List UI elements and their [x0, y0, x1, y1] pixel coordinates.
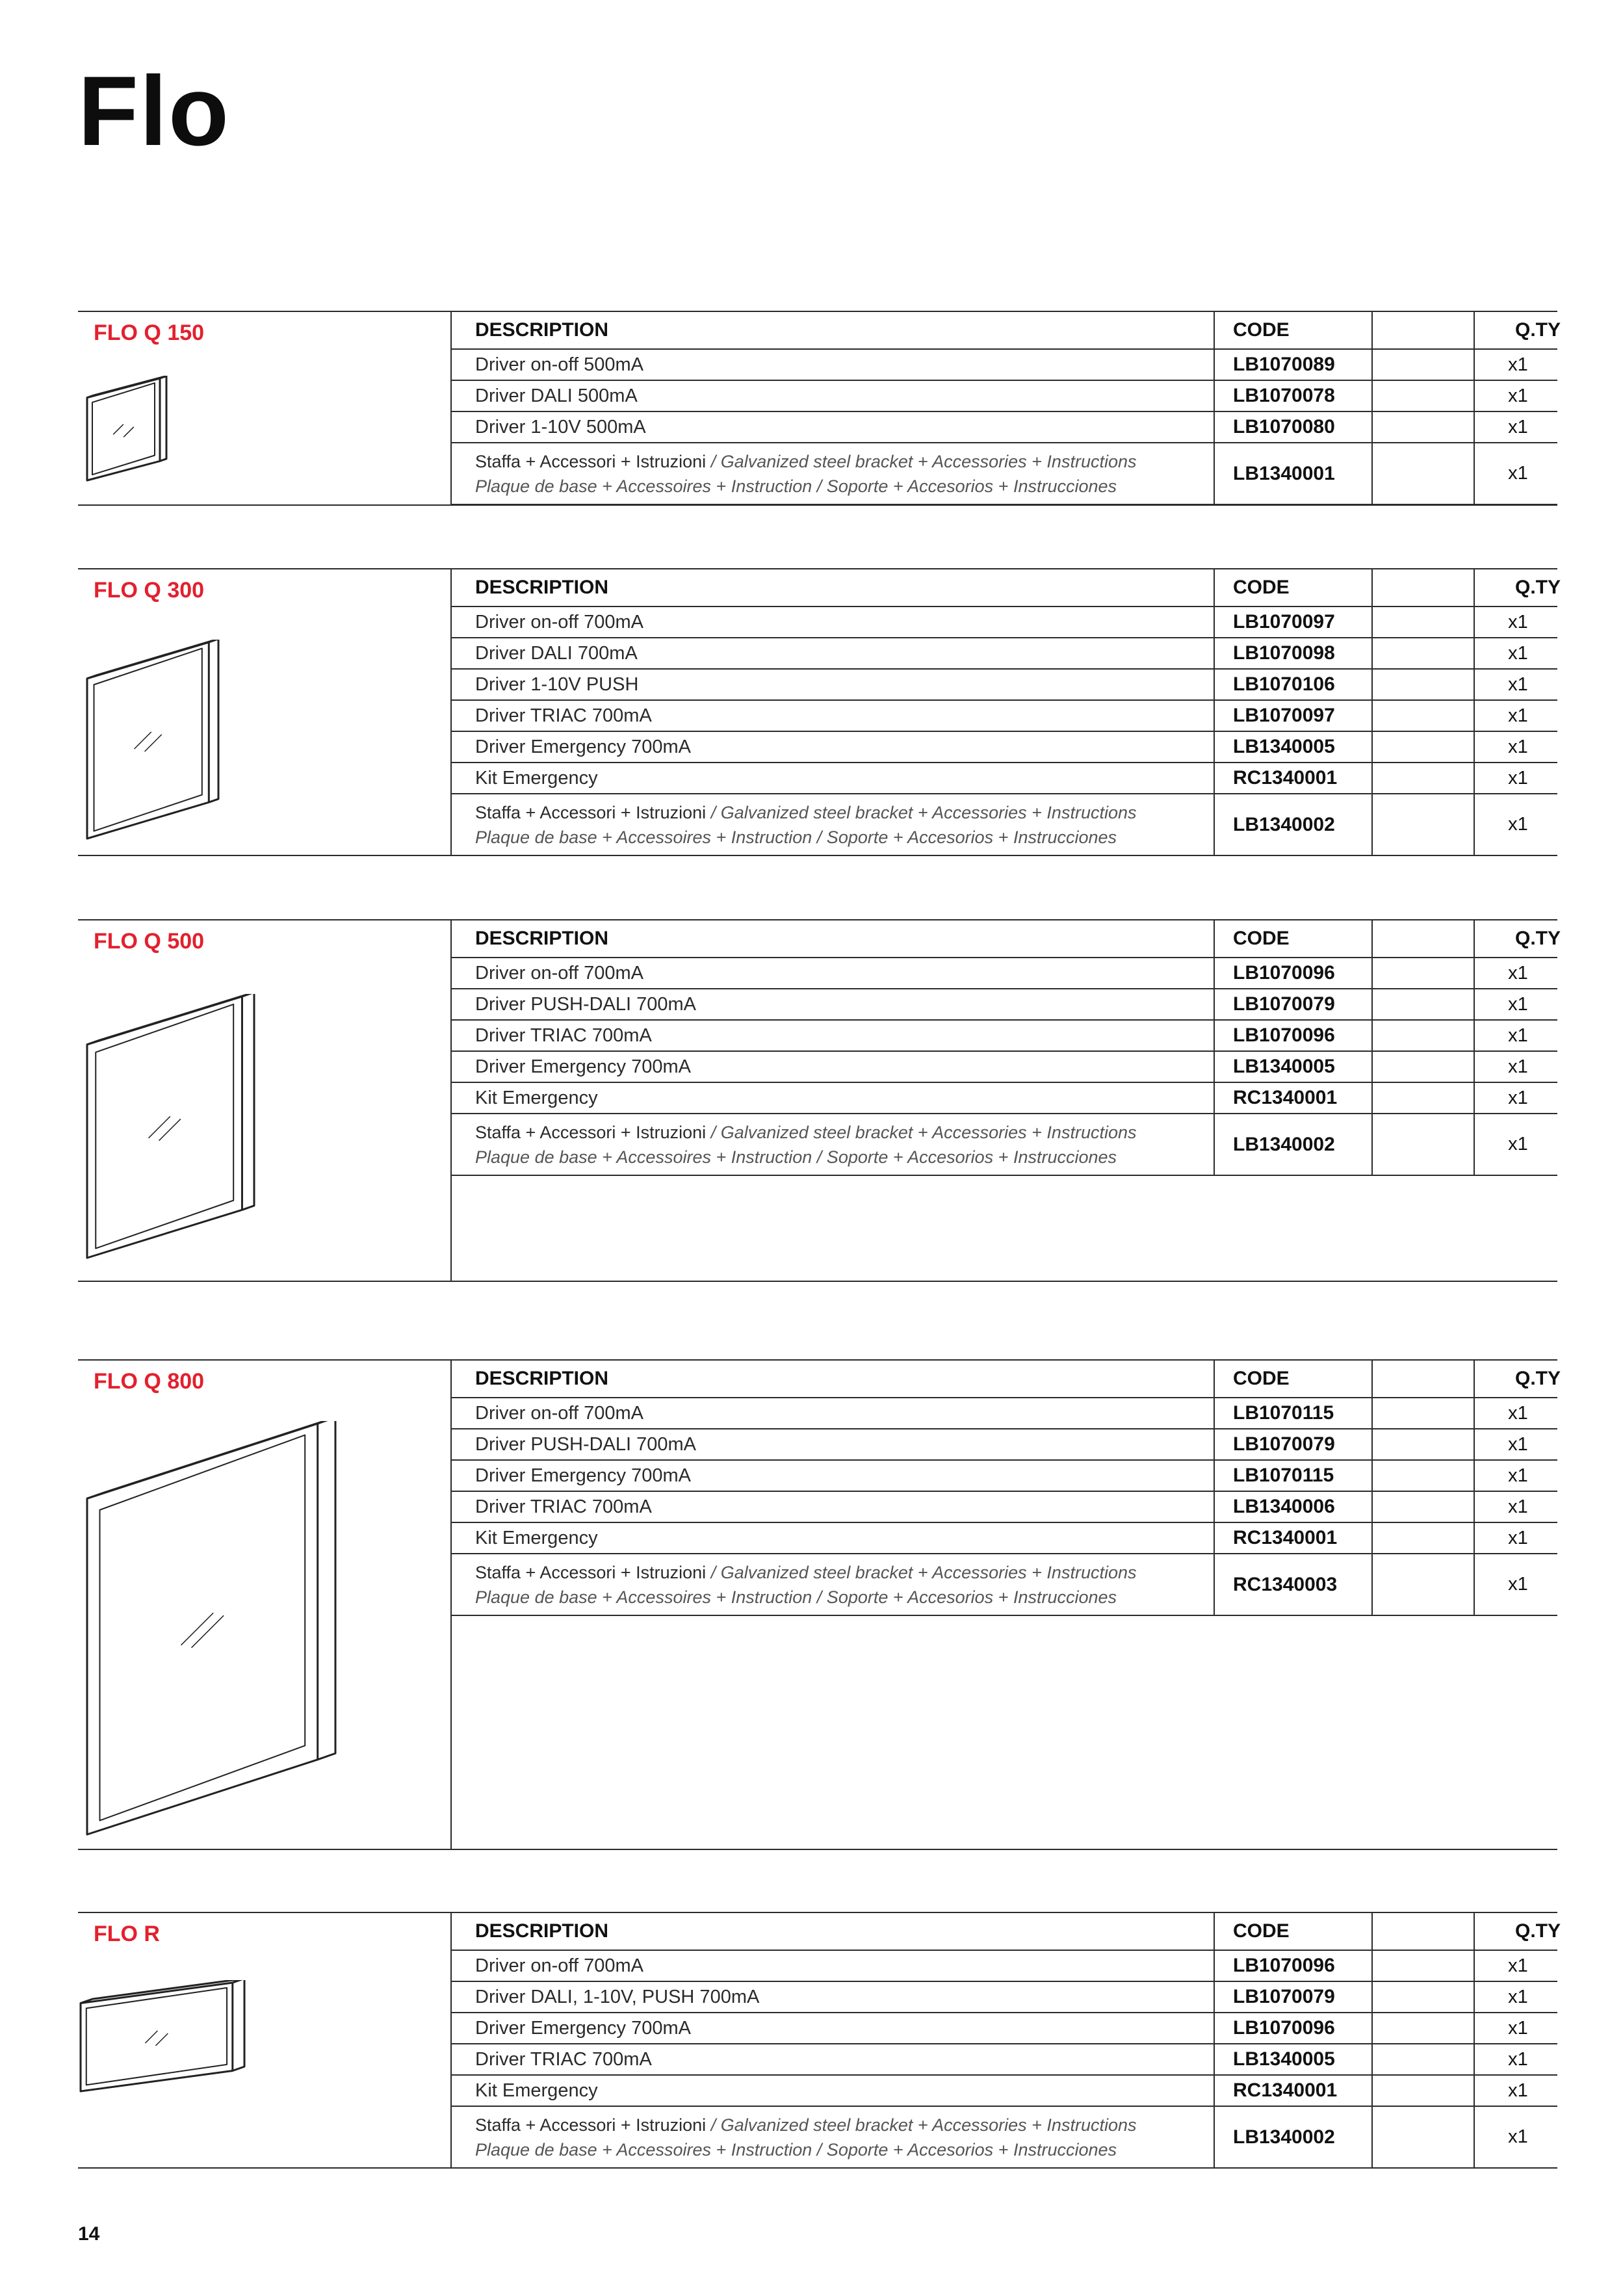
product-name: FLO Q 150: [94, 320, 205, 345]
table-row: [452, 1021, 1557, 1052]
section-bottom-rule: [78, 1849, 1557, 1850]
accessory-fr-es: Plaque de base + Accessoires + Instruction / Soporte + Accesorios + Instrucciones: [475, 827, 1117, 847]
product-section: [78, 1359, 1561, 1850]
table-row: [452, 2044, 1557, 2076]
frame-inner-border: [94, 648, 202, 831]
row-code: RC1340001: [1233, 1527, 1338, 1548]
row-description: Driver Emergency 700mA: [475, 1056, 691, 1077]
row-code: LB1070096: [1233, 1024, 1335, 1046]
row-code: LB1070096: [1233, 962, 1335, 984]
table-header-row: [452, 568, 1561, 607]
frame-front-face: [87, 1424, 318, 1834]
frame-top-edge: [87, 1421, 335, 1498]
product-section: [78, 1912, 1561, 2169]
accessory-qty: x1: [1508, 814, 1528, 835]
row-qty: x1: [1508, 354, 1528, 375]
row-code: LB1340005: [1233, 2048, 1335, 2070]
table-row: [452, 412, 1557, 443]
accessory-code: LB1340002: [1233, 1133, 1335, 1155]
row-description: Driver PUSH-DALI 700mA: [475, 1433, 697, 1455]
accessory-fr-es: Plaque de base + Accessoires + Instruction / Soporte + Accesorios + Instrucciones: [475, 2139, 1117, 2159]
row-code: LB1070079: [1233, 993, 1335, 1015]
table-row: [452, 350, 1557, 381]
row-description: Driver DALI 500mA: [475, 385, 638, 406]
row-qty: x1: [1508, 1087, 1528, 1108]
row-code: RC1340001: [1233, 1087, 1338, 1108]
row-description: Driver 1-10V PUSH: [475, 673, 639, 695]
flo-q800-square-frame-image: [84, 1421, 338, 1837]
row-qty: x1: [1508, 1465, 1528, 1486]
accessory-it: Staffa + Accessori + Istruzioni: [475, 2115, 707, 2135]
table-row: [452, 607, 1557, 638]
glass-hatch: [181, 1613, 214, 1645]
row-qty: x1: [1508, 2017, 1528, 2039]
row-code: LB1070097: [1233, 611, 1335, 633]
flo-q300-square-frame-drawing: [87, 640, 218, 839]
flo-q500-square-frame-image: [84, 994, 257, 1260]
row-description: Driver Emergency 700mA: [475, 2017, 691, 2039]
frame-side-edge: [233, 1980, 244, 2071]
accessory-it: Staffa + Accessori + Istruzioni: [475, 802, 707, 822]
table-row: [452, 381, 1557, 412]
accessory-it: Staffa + Accessori + Istruzioni: [475, 1562, 707, 1582]
flo-r-rectangular-frame-drawing: [81, 1980, 244, 2091]
table-row: [452, 2076, 1557, 2107]
product-section: [78, 919, 1561, 1282]
accessory-fr-es: Plaque de base + Accessoires + Instruction / Soporte + Accesorios + Instrucciones: [475, 1587, 1117, 1607]
glass-hatch: [135, 732, 151, 749]
glass-hatch: [123, 427, 134, 437]
accessory-en: / Galvanized steel bracket + Accessories + Instructions: [706, 451, 1137, 471]
accessory-code: LB1340002: [1233, 813, 1335, 835]
accessory-en: / Galvanized steel bracket + Accessories + Instructions: [706, 802, 1137, 822]
row-description: Driver on-off 700mA: [475, 611, 643, 633]
row-qty: x1: [1508, 1527, 1528, 1548]
row-code: RC1340001: [1233, 767, 1338, 789]
accessory-it: Staffa + Accessori + Istruzioni: [475, 1122, 707, 1142]
accessory-fr-es: Plaque de base + Accessoires + Instruction / Soporte + Accesorios + Instrucciones: [475, 476, 1117, 496]
header-code: CODE: [1233, 319, 1290, 341]
accessory-it: Staffa + Accessori + Istruzioni: [475, 451, 707, 471]
row-code: LB1070079: [1233, 1433, 1335, 1455]
row-qty: x1: [1508, 2048, 1528, 2070]
header-code: CODE: [1233, 1368, 1290, 1389]
glass-hatch: [159, 1119, 181, 1140]
table-row: [452, 1461, 1557, 1492]
table-header-row: [452, 1912, 1561, 1951]
row-description: Driver on-off 700mA: [475, 1955, 643, 1976]
product-name: FLO Q 500: [94, 929, 205, 954]
row-qty: x1: [1508, 611, 1528, 633]
row-qty: x1: [1508, 1986, 1528, 2007]
glass-hatch: [145, 2031, 157, 2043]
header-code: CODE: [1233, 1920, 1290, 1942]
table-row: [452, 1523, 1557, 1554]
accessory-row: [452, 1114, 1557, 1176]
row-code: LB1070115: [1233, 1465, 1334, 1486]
frame-side-edge: [318, 1421, 335, 1760]
accessory-code: LB1340001: [1233, 462, 1335, 484]
accessory-en: / Galvanized steel bracket + Accessories + Instructions: [706, 2115, 1137, 2135]
flo-q150-square-frame-image: [84, 376, 169, 483]
accessory-description: [475, 443, 1137, 504]
header-qty: Q.TY: [1515, 1368, 1561, 1389]
frame-front-face: [87, 997, 242, 1258]
row-code: LB1070096: [1233, 2017, 1335, 2039]
row-description: Driver TRIAC 700mA: [475, 1496, 652, 1517]
row-code: LB1070078: [1233, 385, 1335, 406]
table-row: [452, 1982, 1557, 2013]
accessory-description: [475, 794, 1137, 855]
row-qty: x1: [1508, 385, 1528, 406]
table-row: [452, 670, 1557, 701]
row-qty: x1: [1508, 1024, 1528, 1046]
header-qty: Q.TY: [1515, 319, 1561, 341]
row-code: LB1070106: [1233, 673, 1335, 695]
row-qty: x1: [1508, 705, 1528, 726]
accessory-qty: x1: [1508, 1134, 1528, 1155]
table-row: [452, 763, 1557, 794]
accessory-row: [452, 2107, 1557, 2169]
flo-q150-square-frame-drawing: [87, 376, 166, 481]
glass-hatch: [113, 424, 123, 435]
frame-inner-border: [92, 383, 155, 475]
table-row: [452, 701, 1557, 732]
accessory-qty: x1: [1508, 1574, 1528, 1595]
glass-hatch: [145, 735, 162, 751]
header-qty: Q.TY: [1515, 577, 1561, 598]
row-qty: x1: [1508, 416, 1528, 437]
row-description: Kit Emergency: [475, 767, 598, 789]
row-qty: x1: [1508, 1955, 1528, 1976]
row-description: Driver Emergency 700mA: [475, 736, 691, 757]
header-code: CODE: [1233, 577, 1290, 598]
frame-inner-border: [100, 1435, 305, 1821]
table-row: [452, 1398, 1557, 1429]
flo-r-rectangular-frame-image: [78, 1980, 247, 2094]
accessory-code: LB1340002: [1233, 2126, 1335, 2148]
header-description: DESCRIPTION: [475, 1368, 609, 1389]
header-description: DESCRIPTION: [475, 319, 609, 341]
table-row: [452, 1429, 1557, 1461]
page-number: 14: [78, 2223, 100, 2245]
frame-inner-border: [96, 1004, 233, 1249]
row-description: Kit Emergency: [475, 1527, 598, 1548]
accessory-fr-es: Plaque de base + Accessoires + Instruction / Soporte + Accesorios + Instrucciones: [475, 1147, 1117, 1167]
row-code: LB1070089: [1233, 354, 1335, 375]
row-qty: x1: [1508, 2080, 1528, 2101]
row-code: LB1340006: [1233, 1496, 1335, 1517]
product-name: FLO Q 300: [94, 578, 205, 603]
frame-inner-border: [86, 1988, 227, 2085]
header-qty: Q.TY: [1515, 1920, 1561, 1942]
row-description: Driver on-off 700mA: [475, 962, 643, 984]
table-row: [452, 1492, 1557, 1523]
row-description: Driver on-off 700mA: [475, 1402, 643, 1424]
row-code: LB1070096: [1233, 1955, 1335, 1976]
frame-side-edge: [242, 994, 254, 1210]
table-row: [452, 989, 1557, 1021]
row-description: Driver TRIAC 700mA: [475, 705, 652, 726]
row-code: LB1070097: [1233, 705, 1335, 726]
product-section: [78, 568, 1561, 856]
row-code: LB1070080: [1233, 416, 1335, 437]
section-bottom-rule: [78, 1281, 1557, 1282]
table-header-row: [452, 1359, 1561, 1398]
row-qty: x1: [1508, 962, 1528, 984]
row-description: Kit Emergency: [475, 1087, 598, 1108]
product-name: FLO Q 800: [94, 1369, 205, 1394]
row-qty: x1: [1508, 1433, 1528, 1455]
table-row: [452, 1083, 1557, 1114]
flo-q500-square-frame-drawing: [87, 994, 254, 1258]
row-description: Driver TRIAC 700mA: [475, 2048, 652, 2070]
row-code: LB1070098: [1233, 642, 1335, 664]
frame-top-edge: [87, 640, 218, 679]
flo-q300-square-frame-image: [84, 640, 221, 841]
accessory-description: [475, 1114, 1137, 1175]
row-description: Driver TRIAC 700mA: [475, 1024, 652, 1046]
row-description: Driver Emergency 700mA: [475, 1465, 691, 1486]
row-qty: x1: [1508, 673, 1528, 695]
header-qty: Q.TY: [1515, 928, 1561, 949]
table-row: [452, 958, 1557, 989]
row-description: Kit Emergency: [475, 2080, 598, 2101]
table-header-row: [452, 919, 1561, 958]
header-description: DESCRIPTION: [475, 928, 609, 949]
header-code: CODE: [1233, 928, 1290, 949]
accessory-code: RC1340003: [1233, 1573, 1338, 1595]
header-description: DESCRIPTION: [475, 1920, 609, 1942]
page-title: Flo: [78, 56, 230, 166]
row-qty: x1: [1508, 1056, 1528, 1077]
accessory-row: [452, 443, 1557, 505]
row-qty: x1: [1508, 767, 1528, 789]
row-code: LB1070115: [1233, 1402, 1334, 1424]
row-description: Driver PUSH-DALI 700mA: [475, 993, 697, 1015]
table-row: [452, 1052, 1557, 1083]
row-code: LB1070079: [1233, 1986, 1335, 2007]
table-row: [452, 732, 1557, 763]
accessory-en: / Galvanized steel bracket + Accessories + Instructions: [706, 1122, 1137, 1142]
row-qty: x1: [1508, 993, 1528, 1015]
row-qty: x1: [1508, 1496, 1528, 1517]
accessory-description: [475, 2107, 1137, 2167]
row-description: Driver DALI 700mA: [475, 642, 638, 664]
product-name: FLO R: [94, 1922, 160, 1946]
accessory-qty: x1: [1508, 463, 1528, 484]
accessory-description: [475, 1554, 1137, 1615]
row-description: Driver on-off 500mA: [475, 354, 643, 375]
header-description: DESCRIPTION: [475, 577, 609, 598]
table-row: [452, 638, 1557, 670]
flo-q800-square-frame-drawing: [87, 1421, 335, 1834]
row-qty: x1: [1508, 642, 1528, 664]
row-description: Driver DALI, 1-10V, PUSH 700mA: [475, 1986, 760, 2007]
row-description: Driver 1-10V 500mA: [475, 416, 646, 437]
table-row: [452, 2013, 1557, 2044]
row-code: RC1340001: [1233, 2080, 1338, 2101]
accessory-en: / Galvanized steel bracket + Accessories + Instructions: [706, 1562, 1137, 1582]
row-code: LB1340005: [1233, 736, 1335, 757]
table-header-row: [452, 311, 1561, 350]
table-row: [452, 1951, 1557, 1982]
row-code: LB1340005: [1233, 1056, 1335, 1077]
glass-hatch: [192, 1615, 224, 1648]
row-qty: x1: [1508, 736, 1528, 757]
frame-side-edge: [209, 640, 218, 802]
row-qty: x1: [1508, 1402, 1528, 1424]
accessory-row: [452, 794, 1557, 856]
product-section: [78, 311, 1561, 506]
glass-hatch: [155, 2033, 168, 2046]
accessory-qty: x1: [1508, 2126, 1528, 2147]
glass-hatch: [149, 1116, 170, 1138]
accessory-row: [452, 1554, 1557, 1616]
